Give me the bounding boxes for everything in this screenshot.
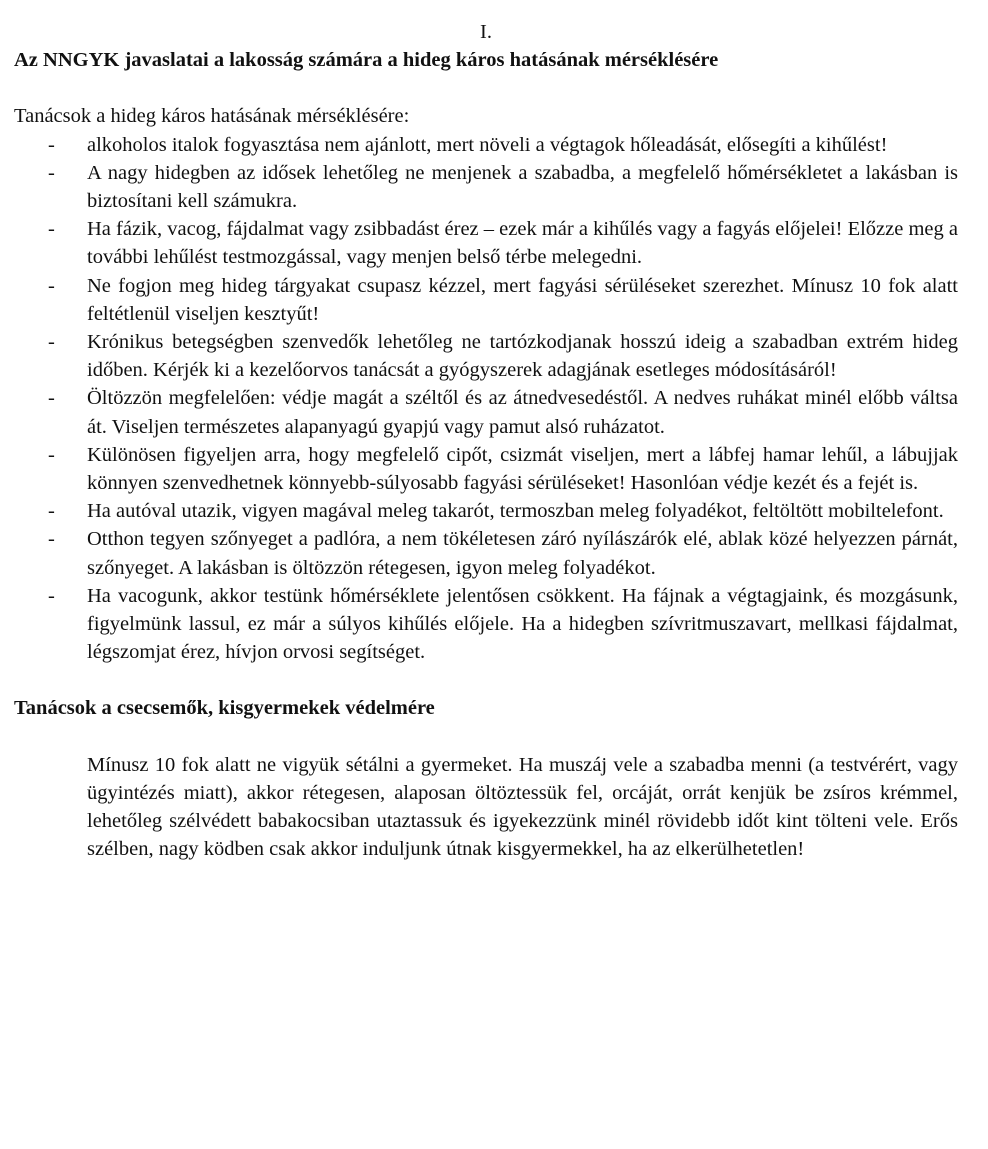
list-item: [14, 441, 958, 497]
list-item-text: Ha fázik, vacog, fájdalmat vagy zsibbadást érez – ezek már a kihűlés vagy a fagyás előjelei! Előzze meg a további lehűlést testmozgással, vagy menjen belső térbe melegedni.: [87, 218, 958, 269]
bullet-dash: -: [48, 584, 55, 607]
bullet-dash: -: [48, 133, 55, 156]
bullet-dash: -: [48, 387, 55, 410]
list-item-text: Otthon tegyen szőnyeget a padlóra, a nem tökéletesen záró nyílászárók elé, ablak közé helyezzen párnát, szőnyeget. A lakásban is öltözzön rétegesen, igyon meleg folyadékot.: [87, 528, 958, 579]
list-item: [14, 525, 958, 581]
list-item-text: Krónikus betegségben szenvedők lehetőleg ne tartózkodjanak hosszú ideig a szabadban extrém hideg időben. Kérjék ki a kezelőorvos tanácsát a gyógyszerek adagjának esetleges módosításáról!: [87, 331, 958, 382]
list-item-text: Ha autóval utazik, vigyen magával meleg takarót, termoszban meleg folyadékot, feltöltött mobiltelefont.: [87, 500, 944, 523]
bullet-dash: -: [48, 500, 55, 523]
list-item: [14, 582, 958, 667]
list-item-text: Öltözzön megfelelően: védje magát a széltől és az átnedvesedéstől. A nedves ruhákat minél előbb váltsa át. Viseljen természetes alapanyagú gyapjú vagy pamut alsó ruházatot.: [87, 387, 958, 438]
list-item: [14, 384, 958, 440]
section-paragraph: Mínusz 10 fok alatt ne vigyük sétálni a gyermeket. Ha muszáj vele a szabadba menni (a testvérért, vagy ügyintézés miatt), akkor rétegesen, alaposan öltöztessük fel, orcáját, orrát kenjük be zsíros krémmel, lehetőleg szélvédett babakocsiban utaztassuk és igyekezzünk minél rövidebb időt kint tölteni vele. Erős szélben, nagy ködben csak akkor induljunk útnak kisgyermekkel, ha az elkerülhetetlen!: [87, 753, 958, 861]
list-item-text: Ha vacogunk, akkor testünk hőmérséklete jelentősen csökkent. Ha fájnak a végtagjaink, és mozgásunk, figyelmünk lassul, ez már a súlyos kihűlés előjele. Ha a hidegben szívritmuszavart, mellkasi fájdalmat, légszomjat érez, hívjon orvosi segítséget.: [87, 584, 958, 664]
list-item: [14, 328, 958, 384]
section-number: I.: [480, 21, 492, 43]
bullet-dash: -: [48, 161, 55, 184]
bullet-dash: -: [48, 274, 55, 297]
list-item-text: Különösen figyeljen arra, hogy megfelelő cipőt, csizmát viseljen, mert a lábfej hamar lehűl, a lábujjak könnyen szenvedhetnek könnyebb-súlyosabb fagyási sérüléseket! Hasonlóan védje kezét és a fejét is.: [87, 443, 958, 495]
bullet-dash: -: [48, 218, 55, 241]
document-title: Az NNGYK javaslatai a lakosság számára a hideg káros hatásának mérséklésére: [14, 49, 719, 72]
list-item: [14, 497, 958, 525]
list-item: [14, 215, 958, 271]
list-item-text: A nagy hidegben az idősek lehetőleg ne menjenek a szabadba, a megfelelő hőmérsékletet a lakásban is biztosítani kell számukra.: [87, 161, 958, 213]
section-heading: Tanácsok a csecsemők, kisgyermekek védelmére: [14, 697, 435, 720]
list-item-text: Ne fogjon meg hideg tárgyakat csupasz kézzel, mert fagyási sérüléseket szerezhet. Mínusz 10 fok alatt feltétlenül viseljen kesztyűt!: [87, 274, 958, 325]
bullet-dash: -: [48, 528, 55, 551]
tips-list: [14, 131, 958, 667]
bullet-dash: -: [48, 443, 55, 466]
intro-text: Tanácsok a hideg káros hatásának mérséklésére:: [14, 105, 410, 128]
list-item-text: alkoholos italok fogyasztása nem ajánlott, mert növeli a végtagok hőleadását, elősegíti a kihűlést!: [87, 133, 888, 156]
list-item: [14, 131, 958, 159]
list-item: [14, 272, 958, 328]
bullet-dash: -: [48, 331, 55, 354]
list-item: [14, 159, 958, 215]
